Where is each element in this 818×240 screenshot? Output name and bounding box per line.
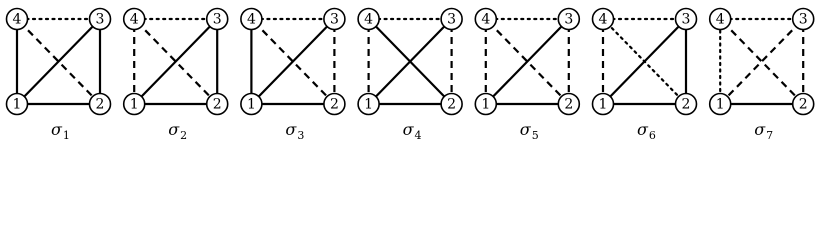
node-1 bbox=[358, 94, 379, 115]
node-3 bbox=[90, 9, 111, 30]
node-label: 1 bbox=[12, 96, 22, 113]
panel-caption bbox=[403, 120, 422, 142]
node-label: 3 bbox=[329, 11, 339, 28]
node-3 bbox=[558, 9, 579, 30]
node-label: 4 bbox=[246, 11, 256, 28]
node-label: 1 bbox=[129, 96, 139, 113]
node-label: 4 bbox=[12, 11, 22, 28]
node-label: 2 bbox=[212, 96, 222, 113]
node-label: 1 bbox=[481, 96, 491, 113]
caption-symbol: σ bbox=[754, 120, 766, 139]
node-4 bbox=[710, 9, 731, 30]
graph-panel-3 bbox=[241, 9, 345, 143]
node-label: 3 bbox=[798, 11, 808, 28]
node-3 bbox=[676, 9, 697, 30]
node-2 bbox=[558, 94, 579, 115]
node-2 bbox=[207, 94, 228, 115]
graph-panel-4 bbox=[358, 9, 462, 143]
node-1 bbox=[124, 94, 145, 115]
caption-symbol: σ bbox=[637, 120, 648, 139]
graph-panel-1 bbox=[7, 9, 111, 143]
node-1 bbox=[7, 94, 28, 115]
node-2 bbox=[324, 94, 345, 115]
node-3 bbox=[324, 9, 345, 30]
node-1 bbox=[710, 94, 731, 115]
caption-symbol: σ bbox=[402, 120, 414, 139]
node-4 bbox=[7, 9, 28, 30]
node-2 bbox=[441, 94, 462, 115]
graph-panel-5 bbox=[475, 9, 579, 143]
node-label: 1 bbox=[364, 96, 374, 113]
caption-subscript: 7 bbox=[766, 129, 774, 142]
node-label: 2 bbox=[681, 96, 691, 113]
node-label: 1 bbox=[246, 96, 256, 113]
node-label: 3 bbox=[95, 11, 105, 28]
panel-caption bbox=[168, 120, 187, 142]
panel-caption bbox=[51, 120, 70, 142]
node-label: 3 bbox=[564, 11, 574, 28]
node-3 bbox=[441, 9, 462, 30]
caption-subscript: 4 bbox=[414, 129, 422, 142]
panel-caption bbox=[520, 120, 539, 142]
node-label: 3 bbox=[212, 11, 222, 28]
node-4 bbox=[358, 9, 379, 30]
node-label: 2 bbox=[95, 96, 105, 113]
node-2 bbox=[793, 94, 814, 115]
node-label: 2 bbox=[798, 96, 808, 113]
graph-panel-2 bbox=[124, 9, 228, 143]
panel-caption bbox=[637, 120, 656, 142]
graph-panel-6 bbox=[593, 9, 697, 143]
node-label: 2 bbox=[564, 96, 574, 113]
node-4 bbox=[593, 9, 614, 30]
node-4 bbox=[241, 9, 262, 30]
node-3 bbox=[793, 9, 814, 30]
node-label: 3 bbox=[447, 11, 457, 28]
caption-symbol: σ bbox=[168, 120, 180, 139]
caption-subscript: 2 bbox=[180, 129, 188, 142]
node-label: 4 bbox=[129, 11, 139, 28]
node-1 bbox=[475, 94, 496, 115]
caption-symbol: σ bbox=[285, 120, 297, 139]
panel-caption bbox=[754, 120, 773, 142]
node-label: 1 bbox=[598, 96, 608, 113]
node-4 bbox=[475, 9, 496, 30]
caption-subscript: 1 bbox=[62, 129, 70, 142]
panels-layer bbox=[7, 9, 814, 143]
caption-subscript: 6 bbox=[648, 129, 656, 142]
node-label: 1 bbox=[715, 96, 725, 113]
caption-subscript: 5 bbox=[531, 129, 539, 142]
node-3 bbox=[207, 9, 228, 30]
node-label: 3 bbox=[681, 11, 691, 28]
node-1 bbox=[241, 94, 262, 115]
node-2 bbox=[90, 94, 111, 115]
node-label: 4 bbox=[598, 11, 608, 28]
node-4 bbox=[124, 9, 145, 30]
panel-caption bbox=[285, 120, 304, 142]
node-label: 2 bbox=[329, 96, 339, 113]
graph-panel-7 bbox=[710, 9, 814, 143]
node-label: 4 bbox=[481, 11, 491, 28]
caption-symbol: σ bbox=[519, 120, 531, 139]
caption-subscript: 3 bbox=[297, 129, 305, 142]
caption-symbol: σ bbox=[51, 120, 62, 139]
node-2 bbox=[676, 94, 697, 115]
node-1 bbox=[593, 94, 614, 115]
node-label: 4 bbox=[364, 11, 374, 28]
node-label: 2 bbox=[447, 96, 457, 113]
node-label: 4 bbox=[715, 11, 725, 28]
